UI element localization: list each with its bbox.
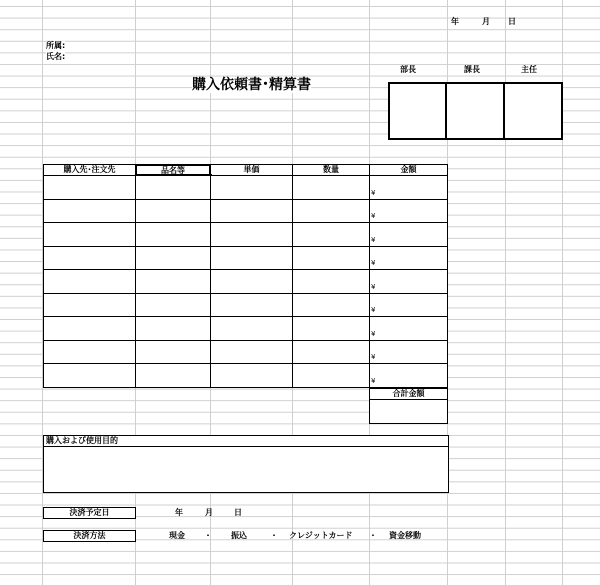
yen-mark: ¥ [371, 283, 376, 291]
table-cell[interactable] [43, 293, 136, 317]
payment-option-transfer[interactable]: 振込 [231, 531, 247, 540]
approval-label-manager: 課長 [464, 65, 480, 74]
table-cell[interactable] [369, 316, 448, 341]
table-cell[interactable] [135, 199, 211, 223]
header-quantity: 数量 [292, 164, 370, 176]
approval-stamp-box-chief[interactable] [503, 82, 563, 140]
purpose-label: 購入および使用目的 [43, 435, 449, 447]
payment-option-credit-card[interactable]: クレジットカード [289, 531, 353, 540]
table-cell[interactable] [369, 222, 448, 247]
department-label: 所属: [46, 41, 66, 50]
yen-mark: ¥ [371, 353, 376, 361]
header-unit-price: 単価 [210, 164, 293, 176]
yen-mark: ¥ [371, 236, 376, 244]
table-cell[interactable] [292, 363, 370, 388]
table-cell[interactable] [292, 175, 370, 200]
table-cell[interactable] [43, 363, 136, 388]
total-label: 合計金額 [369, 388, 448, 400]
table-cell[interactable] [135, 222, 211, 247]
page-title: 購入依頼書･精算書 [192, 77, 311, 93]
table-cell[interactable] [369, 246, 448, 270]
yen-mark: ¥ [371, 189, 376, 197]
table-cell[interactable] [369, 340, 448, 364]
table-cell[interactable] [43, 175, 136, 200]
table-cell[interactable] [210, 175, 293, 200]
table-cell[interactable] [210, 199, 293, 223]
table-cell[interactable] [135, 340, 211, 364]
header-item-name[interactable]: 品名等 [135, 164, 211, 176]
table-cell[interactable] [292, 316, 370, 341]
approval-stamp-box-director[interactable] [388, 82, 447, 140]
payment-date-day: 日 [234, 508, 242, 517]
payment-date-year: 年 [175, 508, 183, 517]
table-cell[interactable] [210, 269, 293, 294]
payment-option-cash[interactable]: 現金 [169, 531, 185, 540]
table-cell[interactable] [43, 222, 136, 247]
approval-label-director: 部長 [400, 65, 416, 74]
yen-mark: ¥ [371, 330, 376, 338]
table-cell[interactable] [369, 293, 448, 317]
table-cell[interactable] [43, 246, 136, 270]
payment-method-label: 決済方法 [43, 530, 136, 542]
table-cell[interactable] [135, 363, 211, 388]
table-cell[interactable] [210, 363, 293, 388]
table-cell[interactable] [43, 340, 136, 364]
date-year-label: 年 [451, 17, 459, 26]
table-cell[interactable] [135, 175, 211, 200]
yen-mark: ¥ [371, 212, 376, 220]
yen-mark: ¥ [371, 377, 376, 385]
table-cell[interactable] [43, 199, 136, 223]
header-supplier: 購入先･注文先 [43, 164, 136, 176]
payment-separator: ･ [272, 531, 276, 540]
table-cell[interactable] [369, 363, 448, 388]
approval-stamp-box-manager[interactable] [445, 82, 505, 140]
table-cell[interactable] [210, 246, 293, 270]
table-cell[interactable] [369, 269, 448, 294]
payment-option-fund-transfer[interactable]: 資金移動 [389, 531, 421, 540]
yen-mark: ¥ [371, 306, 376, 314]
table-cell[interactable] [43, 316, 136, 341]
table-cell[interactable] [369, 199, 448, 223]
purpose-input-area[interactable] [43, 446, 449, 493]
payment-separator: ･ [371, 531, 375, 540]
date-day-label: 日 [508, 17, 516, 26]
table-cell[interactable] [210, 293, 293, 317]
table-cell[interactable] [292, 246, 370, 270]
table-cell[interactable] [369, 175, 448, 200]
payment-separator: ･ [206, 531, 210, 540]
header-amount: 金額 [369, 164, 448, 176]
table-cell[interactable] [135, 246, 211, 270]
table-cell[interactable] [292, 269, 370, 294]
payment-date-month: 月 [205, 508, 213, 517]
table-cell[interactable] [292, 293, 370, 317]
name-label: 氏名: [46, 52, 66, 61]
table-cell[interactable] [292, 340, 370, 364]
table-cell[interactable] [135, 269, 211, 294]
table-cell[interactable] [210, 340, 293, 364]
table-cell[interactable] [292, 222, 370, 247]
table-cell[interactable] [210, 222, 293, 247]
table-cell[interactable] [43, 269, 136, 294]
date-month-label: 月 [482, 17, 490, 26]
table-cell[interactable] [135, 316, 211, 341]
total-amount-cell[interactable] [369, 399, 448, 424]
approval-label-chief: 主任 [521, 65, 537, 74]
yen-mark: ¥ [371, 259, 376, 267]
table-cell[interactable] [292, 199, 370, 223]
table-cell[interactable] [135, 293, 211, 317]
payment-date-label: 決済予定日 [43, 507, 136, 519]
table-cell[interactable] [210, 316, 293, 341]
